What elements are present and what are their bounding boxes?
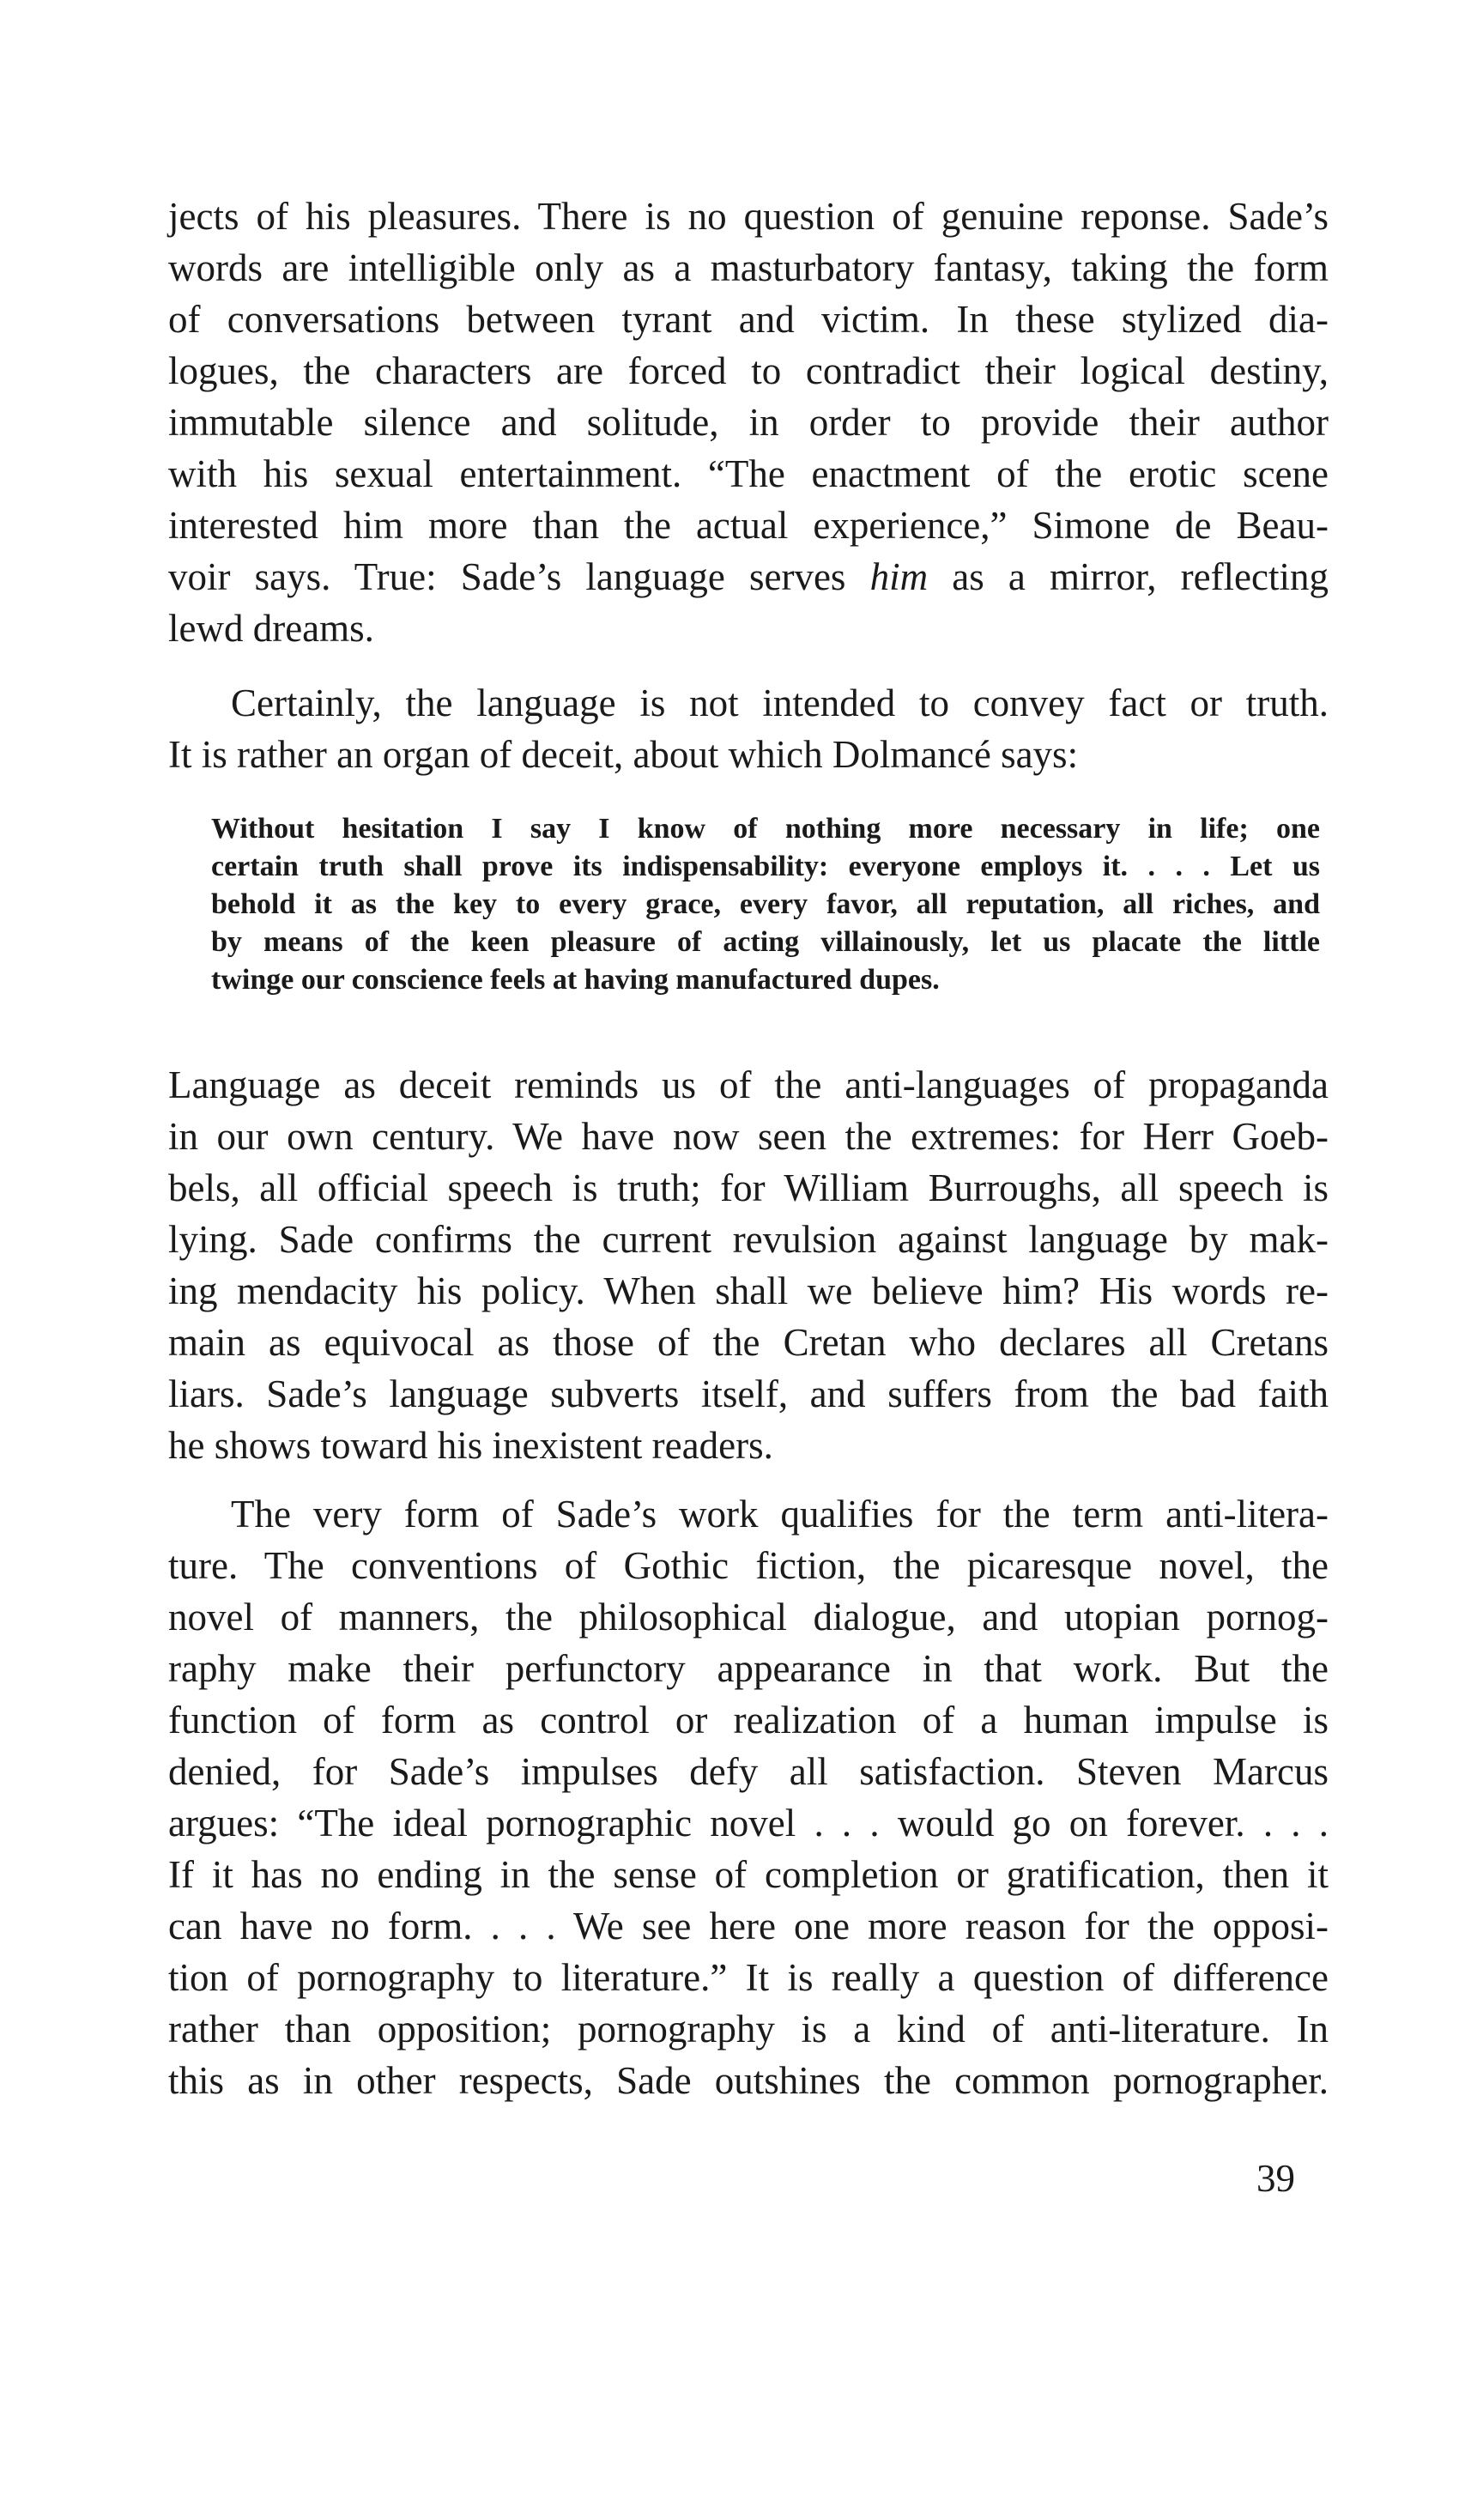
text-line: can have no form. . . . We see here one more reason for the opposi- [168,1905,1329,1948]
text-line: words are intelligible only as a masturbatory fantasy, taking the form [168,246,1329,289]
text-line-with-italic [168,551,1329,603]
block-quote [211,810,1320,999]
text-segment: as a mirror, reflecting [928,555,1329,598]
text-line: main as equivocal as those of the Cretan who declares all Cretans [168,1321,1329,1364]
text-line: ture. The conventions of Gothic fiction, the picaresque novel, the [168,1544,1329,1587]
text-line: lying. Sade confirms the current revulsion against language by mak- [168,1218,1329,1261]
text-segment: voir says. True: Sade’s language serves [168,555,870,598]
text-line: this as in other respects, Sade outshines the common pornographer. [168,2059,1329,2102]
text-line: bels, all official speech is truth; for William Burroughs, all speech is [168,1166,1329,1209]
text-line: interested him more than the actual experience,” Simone de Beau- [168,504,1329,547]
page-number: 39 [1256,2157,1295,2200]
text-line: with his sexual entertainment. “The enactment of the erotic scene [168,452,1329,495]
text-line: logues, the characters are forced to contradict their logical destiny, [168,349,1329,392]
text-line: Language as deceit reminds us of the anti-languages of propaganda [168,1063,1329,1106]
text-line: rather than opposition; pornography is a kind of anti-literature. In [168,2008,1329,2051]
text-line: immutable silence and solitude, in order to provide their author [168,401,1329,444]
paragraph-2 [168,677,1329,780]
text-line: The very form of Sade’s work qualifies for the term anti-litera- [231,1493,1329,1536]
quote-line: certain truth shall prove its indispensability: everyone employs it. . . . Let us [211,851,1320,882]
paragraph-1 [168,191,1329,654]
quote-line: Without hesitation I say I know of nothing more necessary in life; one [211,813,1320,845]
quote-line: behold it as the key to every grace, every favor, all reputation, all riches, and [211,888,1320,920]
text-line: It is rather an organ of deceit, about which Dolmancé says: [168,733,1079,776]
italic-word: him [869,555,929,598]
text-line: tion of pornography to literature.” It is really a question of difference [168,1956,1329,1999]
text-line: If it has no ending in the sense of completion or gratification, then it [168,1853,1329,1896]
text-line: function of form as control or realization of a human impulse is [168,1699,1329,1742]
text-line: jects of his pleasures. There is no question of genuine reponse. Sade’s [168,195,1329,238]
text-line: of conversations between tyrant and victim. In these stylized dia- [168,298,1329,341]
text-line: denied, for Sade’s impulses defy all satisfaction. Steven Marcus [168,1750,1329,1793]
text-line: ing mendacity his policy. When shall we believe him? His words re- [168,1269,1329,1312]
quote-line: by means of the keen pleasure of acting villainously, let us placate the little [211,926,1320,958]
text-line: argues: “The ideal pornographic novel . . . would go on forever. . . . [168,1802,1329,1845]
text-line: in our own century. We have now seen the extremes: for Herr Goeb- [168,1115,1329,1158]
text-line: Certainly, the language is not intended to convey fact or truth. [231,681,1329,724]
text-line: novel of manners, the philosophical dialogue, and utopian pornog- [168,1596,1329,1639]
paragraph-4 [168,1488,1329,2106]
text-line: he shows toward his inexistent readers. [168,1424,773,1467]
text-line: lewd dreams. [168,607,374,650]
text-line: liars. Sade’s language subverts itself, and suffers from the bad faith [168,1372,1329,1415]
quote-line: twinge our conscience feels at having manufactured dupes. [211,964,940,996]
text-line: raphy make their perfunctory appearance in that work. But the [168,1647,1329,1690]
paragraph-3 [168,1059,1329,1471]
